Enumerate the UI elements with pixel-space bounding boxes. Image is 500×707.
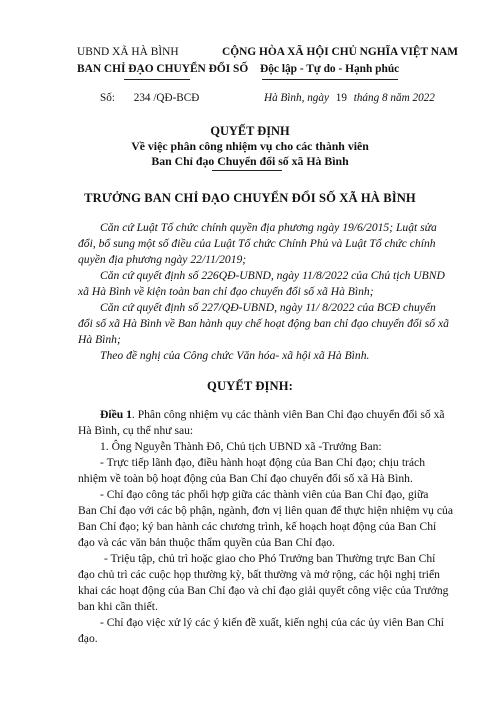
number-value: 234 [133,92,151,104]
body-line: - Triệu tập, chủ trì hoặc giao cho Phó Trưởng ban Thường trực Ban Chỉ [104,552,436,565]
subject-line-1: Về việc phân công nhiệm vụ cho các thành viên [131,139,369,153]
place-date-prefix: Hà Bình, ngày [264,92,329,104]
body-line: đạo. [78,632,98,645]
document-title: QUYẾT ĐỊNH [210,124,290,138]
article-1-line-2: Hà Bình, cụ thể như sau: [78,424,194,437]
national-motto: Độc lập - Tự do - Hạnh phúc [260,63,400,75]
body-line: - Trực tiếp lãnh đạo, điều hành hoạt động của Ban Chỉ đạo; chịu trách [100,456,425,469]
article-1-text: . Phân công nhiệm vụ các thành viên Ban Chỉ đạo chuyển đổi số xã [131,408,445,421]
body-line: 1. Ông Nguyễn Thành Đô, Chủ tịch UBND xã -Trưởng Ban: [100,440,382,453]
article-1-line-1 [100,408,445,421]
body-line: - Chỉ đạo công tác phối hợp giữa các thành viên của Ban Chỉ đạo, giữa [100,488,429,501]
agency-underline [124,79,190,80]
document-number [100,92,199,104]
body-line: Ban Chỉ đạo; ký ban hành các chương trình, kế hoạch hoạt động của Ban Chỉ [78,520,437,533]
motto-underline [262,79,398,80]
ground-line: Căn cứ quyết định số 227/QĐ-UBND, ngày 11/ 8/2022 của BCĐ chuyển [100,301,436,314]
place-date [264,92,435,104]
body-line: - Chỉ đạo việc xử lý các ý kiến đề xuất, kiến nghị của các ủy viên Ban Chỉ [100,616,445,629]
number-suffix: /QĐ-BCĐ [153,92,200,104]
body-line: nhiệm về toàn bộ hoạt động của Ban Chỉ đạo chuyển đổi số xã Hà Bình. [78,472,413,485]
issuer-heading: TRƯỞNG BAN CHỈ ĐẠO CHUYỂN ĐỔI SỐ XÃ HÀ BÌNH [84,191,416,205]
body-line: đạo và các văn bản thuộc thẩm quyền của Ban Chỉ đạo. [78,536,335,549]
date-day: 19 [335,92,347,104]
so-label: Số: [100,92,115,104]
date-month-year: tháng 8 năm 2022 [353,92,435,104]
ground-line: đổi, bổ sung một số điều của Luật Tổ chức Chính Phủ và Luật Tổ chức chính [78,237,436,250]
agency-name: UBND XÃ HÀ BÌNH [77,46,179,58]
ground-line: Hà Bình; [78,333,121,346]
subject-underline [212,170,282,171]
ground-line: quyền địa phương ngày 22/11/2019; [78,253,247,266]
ground-line: Căn cứ Luật Tổ chức chính quyền địa phương ngày 19/6/2015; Luật sửa [100,221,437,234]
decision-heading: QUYẾT ĐỊNH: [207,379,293,393]
ground-line: đổi số xã Hà Bình về Ban hành quy chế hoạt động ban chỉ đạo chuyển đổi số xã [78,317,449,330]
article-1-label: Điều 1 [100,408,132,421]
body-line: khai các hoạt động của Ban Chỉ đạo và chỉ đạo giải quyết công việc của Trưởng [78,584,449,597]
ground-line: xã Hà Bình về kiện toàn ban chỉ đạo chuyển đổi số xã Hà Bình; [78,285,374,298]
body-line: Ban Chỉ đạo với các bộ phận, ngành, đơn vị liên quan để thực hiện nhiệm vụ của [78,504,453,517]
ground-line: Theo đề nghị của Công chức Văn hóa- xã hội xã Hà Bình. [100,349,370,362]
body-line: ban khi cần thiết. [78,600,158,613]
subject-line-2: Ban Chỉ đạo Chuyển đổi số xã Hà Bình [151,154,349,168]
body-line: đạo chủ trì các cuộc họp thường kỳ, bất thường và mở rộng, các hội nghị triển [78,568,440,581]
committee-name: BAN CHỈ ĐẠO CHUYỂN ĐỔI SỐ [77,63,249,75]
ground-line: Căn cứ quyết định số 226QĐ-UBND, ngày 11/8/2022 của Chủ tịch UBND [100,269,445,282]
nation-name: CỘNG HÒA XÃ HỘI CHỦ NGHĨA VIỆT NAM [222,46,458,58]
